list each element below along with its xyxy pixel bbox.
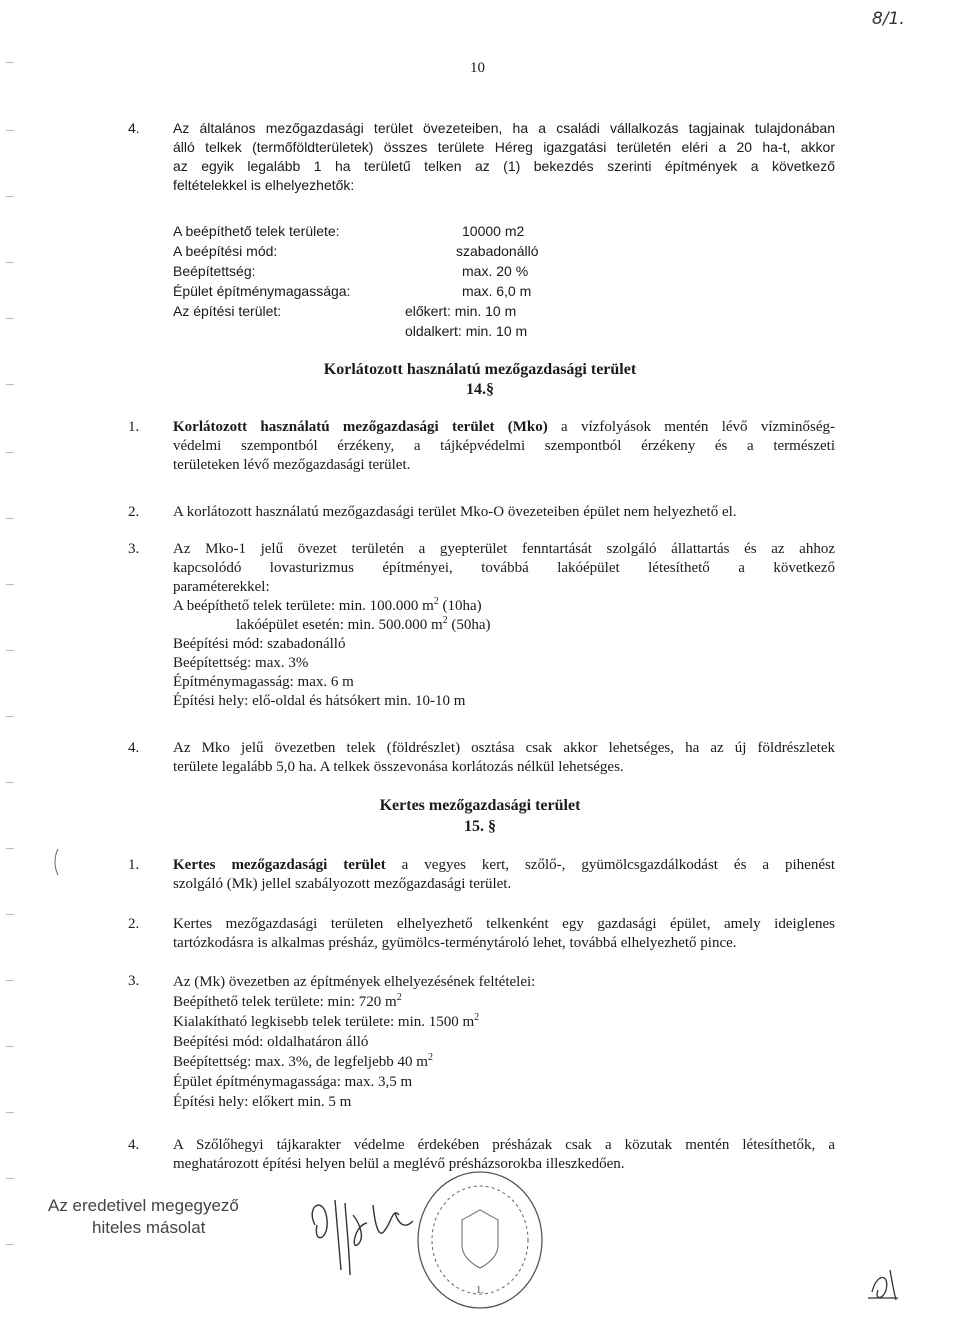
section-title: Kertes mezőgazdasági terület <box>379 797 581 814</box>
section-sign: 15. § <box>464 818 496 835</box>
official-stamp <box>410 1165 550 1315</box>
margin-scribble <box>46 845 66 879</box>
paragraph-14-1 <box>173 418 835 475</box>
paragraph-14-4 <box>173 739 835 777</box>
item-number: 3. <box>128 973 140 989</box>
param-label: A beépítési mód: <box>173 243 278 259</box>
defined-term: Kertes mezőgazdasági terület <box>173 857 386 873</box>
text-line: szolgáló (Mk) jellel szabályozott mezőgazdasági terület. <box>173 876 512 892</box>
param-label: Az építési terület: <box>173 303 282 319</box>
text-line: Beépítettség: max. 3%, de legfeljebb 40 $m^2$ <box>173 1052 433 1070</box>
text-line: feltételekkel is elhelyezhetők: <box>173 177 355 193</box>
text-line: paraméterekkel: <box>173 579 270 595</box>
certification-line-2: hiteles másolat <box>92 1218 206 1237</box>
param-label: Beépítettség: <box>173 263 256 279</box>
text-line: Beépítési mód: oldalhatáron álló <box>173 1034 369 1050</box>
param-value: max. 20 % <box>462 263 529 279</box>
paragraph-15-3 <box>173 972 835 1112</box>
item-number: 2. <box>128 504 140 520</box>
item-number: 4. <box>128 1137 140 1153</box>
paragraph-14-2 <box>173 503 835 522</box>
text-line: területe legalább 5,0 ha. A telkek összevonása korlátozás nélkül lehetséges. <box>173 759 624 775</box>
text-line: Kialakítható legkisebb telek területe: min. 1500 $m^2$ <box>173 1012 480 1030</box>
text-line: Az általános mezőgazdasági terület övezeteiben, ha a családi vállalkozás tagjainak tulajdonában <box>173 120 835 136</box>
text-line: az egyik legalább 1 ha területű telken az (1) bekezdés szerinti építmények a következő <box>173 158 835 174</box>
param-value: max. 6,0 m <box>462 283 532 299</box>
text-line: Építési hely: elő-oldal és hátsókert min. 10-10 m <box>173 693 466 709</box>
item-number: 4. <box>128 120 140 136</box>
item-number: 1. <box>128 857 140 873</box>
paragraph-15-1 <box>173 856 835 894</box>
text-line: Beépítési mód: szabadonálló <box>173 636 346 652</box>
text-line: A korlátozott használatú mezőgazdasági terület Mko-O övezeteiben épület nem helyezhető el. <box>173 504 737 520</box>
param-value: oldalkert: min. 10 m <box>405 323 528 339</box>
section-sign: 14.§ <box>466 381 494 398</box>
text-line: Az Mko jelű övezetben telek (földrészlet) osztása csak akkor lehetséges, ha az új földrészletek <box>173 740 835 756</box>
paragraph-14-3 <box>173 540 835 711</box>
text-line: területeken lévő mezőgazdasági terület. <box>173 457 411 473</box>
param-value: előkert: min. 10 m <box>405 303 517 319</box>
page-number: 10 <box>470 60 485 76</box>
text-line: Beépítettség: max. 3% <box>173 655 309 671</box>
param-value: szabadonálló <box>456 243 539 259</box>
paragraph-15-2 <box>173 915 835 953</box>
text-line: védelmi szempontból érzékeny, a tájképvédelmi szempontból érzékeny és a természeti <box>173 438 835 454</box>
text-line: A beépíthető telek területe: min. 100.000 $m^2$ (10ha) <box>173 596 482 614</box>
text-line: Az (Mk) övezetben az építmények elhelyezésének feltételei: <box>173 974 536 990</box>
text-line: Az Mko-1 jelű övezet területén a gyepterület fenntartását szolgáló állattartás és az ahhoz <box>173 541 835 557</box>
text-line: Épület építménymagassága: max. 3,5 m <box>173 1074 413 1090</box>
text-line: Beépíthető telek területe: min: 720 $m^2$ <box>173 992 402 1010</box>
text-line: A Szőlőhegyi tájkarakter védelme érdekében présházak csak a közutak mentén létesíthetők, a <box>173 1137 835 1153</box>
text-line: lakóépület esetén: min. 500.000 $m^2$ (50ha) <box>236 615 491 633</box>
item-number: 2. <box>128 916 140 932</box>
text-line: kapcsolódó lovasturizmus építményei, továbbá lakóépület létesíthető a következő <box>173 560 835 576</box>
param-label: Épület építménymagassága: <box>173 283 351 299</box>
item-number: 1. <box>128 419 140 435</box>
text-span: a vegyes kert, szőlő-, gyümölcsgazdálkodást és a pihenést <box>385 857 836 873</box>
param-label: A beépíthető telek területe: <box>173 223 340 239</box>
text-line: Építési hely: előkert min. 5 m <box>173 1094 352 1110</box>
defined-term: Korlátozott használatú mezőgazdasági terület (Mko) <box>173 419 548 435</box>
section-title: Korlátozott használatú mezőgazdasági terület <box>323 361 637 378</box>
param-value: 10000 m2 <box>462 223 525 239</box>
text-line: tartózkodásra is alkalmas présház, gyümölcs-terménytároló lehet, továbbá elhelyezhető pince. <box>173 935 737 951</box>
text-line: Kertes mezőgazdasági területen elhelyezhető telkenként egy gazdasági épület, amely ideiglenes <box>173 916 835 932</box>
certification-line-1: Az eredetivel megegyező <box>48 1196 239 1215</box>
corner-handwritten-mark: 8/1. <box>872 9 905 29</box>
initials-mark <box>862 1262 907 1307</box>
text-span: a vízfolyások mentén lévő vízminőség- <box>547 419 835 435</box>
paragraph-13-4 <box>173 119 835 195</box>
text-line: Építménymagasság: max. 6 m <box>173 674 354 690</box>
text-line: álló telkek (termőföldterületek) összes területe Héreg igazgatási területén eléri a 20 ha-t, akkor <box>173 139 835 155</box>
text-line: meghatározott építési helyen belül a meglévő présházsorokba illeszkedően. <box>173 1156 625 1172</box>
stamp-numeral: 1. <box>475 1284 485 1296</box>
item-number: 3. <box>128 541 140 557</box>
item-number: 4. <box>128 740 140 756</box>
